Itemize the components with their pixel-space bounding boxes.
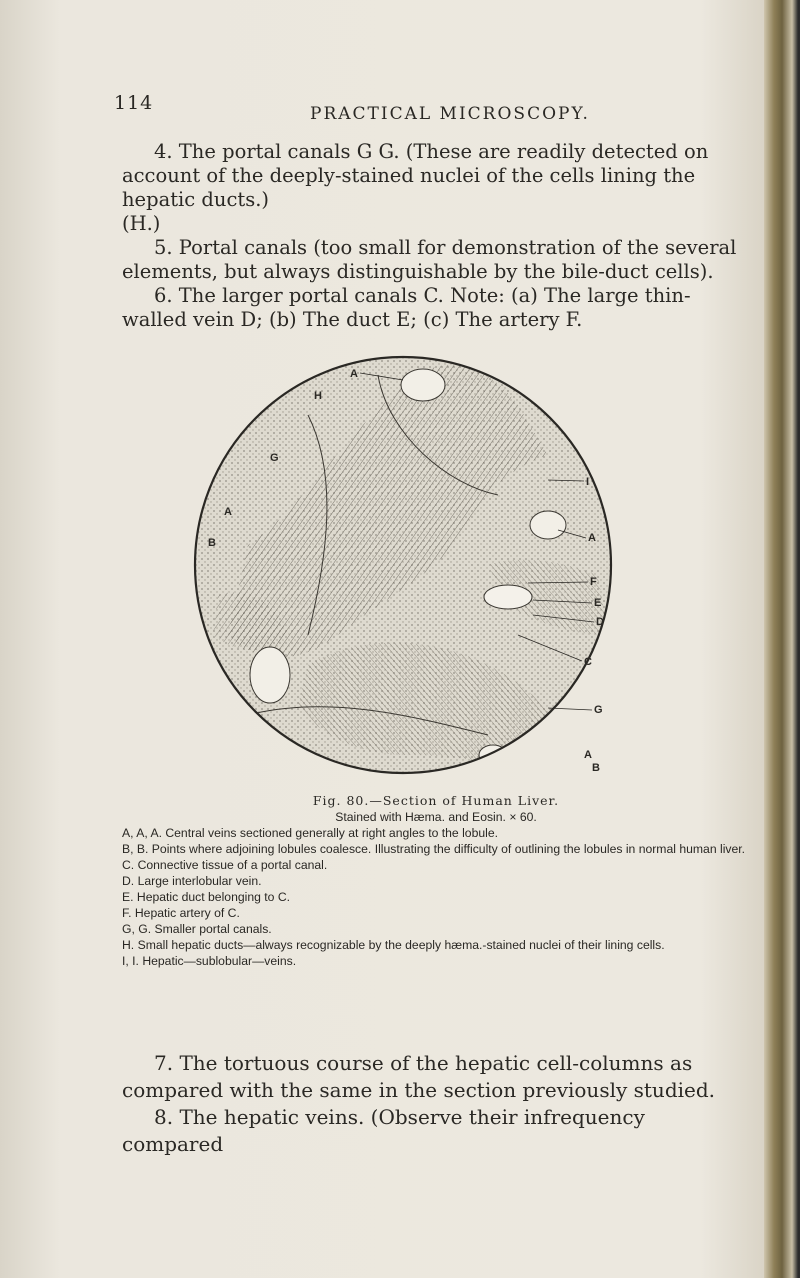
- paragraph-h: (H.): [122, 212, 161, 235]
- label-a-top: A: [350, 368, 358, 380]
- top-paragraphs: [122, 140, 750, 332]
- label-f: F: [590, 576, 597, 588]
- label-a-left: A: [224, 506, 232, 518]
- legend-item-c: C. Connective tissue of a portal canal.: [122, 858, 328, 872]
- legend-item-b: B, B. Points where adjoining lobules coalesce. Illustrating the difficulty of outlining the lobules in normal human liver.: [122, 842, 746, 856]
- paragraph-item-4: 4. The portal canals G G. (These are readily detected on account of the deeply-stained nuclei of the cells lining the hepatic ducts.): [122, 140, 709, 211]
- book-page-edge: [764, 0, 800, 1278]
- paragraph-item-8: 8. The hepatic veins. (Observe their infrequency compared: [122, 1105, 645, 1156]
- label-b-lower: B: [592, 762, 600, 774]
- paragraph-item-5: 5. Portal canals (too small for demonstration of the several elements, but always distinguishable by the bile-duct cells).: [122, 236, 737, 283]
- label-h: H: [314, 390, 322, 402]
- label-a-lower: A: [584, 749, 592, 761]
- liver-section-figure: [188, 335, 618, 795]
- legend-item-h: H. Small hepatic ducts—always recognizable by the deeply hæma.-stained nuclei of their lining cells.: [122, 938, 665, 952]
- legend-item-i: I, I. Hepatic—sublobular—veins.: [122, 954, 297, 968]
- label-b-left: B: [208, 537, 216, 549]
- label-c: C: [584, 656, 592, 668]
- label-g-left: G: [270, 452, 279, 464]
- legend-item-g: G, G. Smaller portal canals.: [122, 922, 272, 936]
- legend-item-f: F. Hepatic artery of C.: [122, 906, 240, 920]
- figure-caption: [122, 793, 750, 969]
- figure-stain-note: Stained with Hæma. and Eosin. × 60.: [335, 810, 537, 824]
- page-number: 114: [114, 92, 154, 114]
- legend-item-d: D. Large interlobular vein.: [122, 874, 262, 888]
- paragraph-item-7: 7. The tortuous course of the hepatic cell-columns as compared with the same in the section previously studied.: [122, 1051, 716, 1102]
- legend-item-e: E. Hepatic duct belonging to C.: [122, 890, 291, 904]
- label-d: D: [596, 616, 604, 628]
- label-i: I: [586, 476, 590, 488]
- running-title: PRACTICAL MICROSCOPY.: [310, 104, 590, 124]
- bottom-paragraphs: [122, 1050, 750, 1158]
- figure-title: Fig. 80.—Section of Human Liver.: [312, 793, 560, 808]
- microscope-field: [188, 335, 618, 795]
- legend-item-a: A, A, A. Central veins sectioned generally at right angles to the lobule.: [122, 826, 499, 840]
- label-g-right: G: [594, 704, 603, 716]
- paragraph-item-6: 6. The larger portal canals C. Note: (a) The large thin-walled vein D; (b) The duct E; (c) The artery F.: [122, 284, 691, 331]
- label-a-right: A: [588, 532, 596, 544]
- label-e: E: [594, 597, 602, 609]
